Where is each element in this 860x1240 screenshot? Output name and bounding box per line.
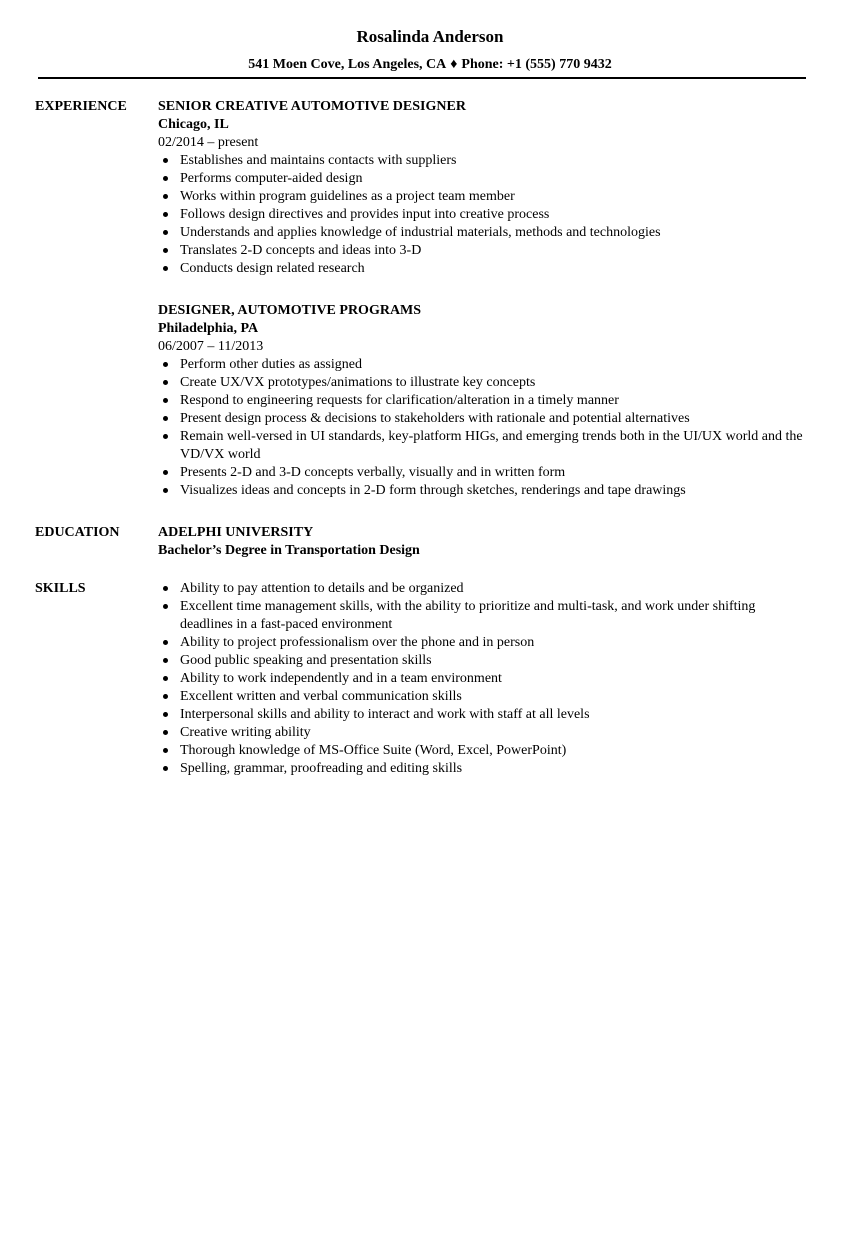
- list-item: Follows design directives and provides input into creative process: [158, 206, 808, 224]
- list-item: Excellent time management skills, with the ability to prioritize and multi-task, and work under shifting deadlines in a fast-paced environment: [158, 598, 808, 634]
- candidate-name: Rosalinda Anderson: [356, 27, 504, 46]
- job-bullets: [158, 152, 808, 278]
- list-item: Performs computer-aided design: [158, 170, 808, 188]
- job-location: Chicago, IL: [158, 117, 229, 132]
- school-name: ADELPHI UNIVERSITY: [158, 525, 314, 540]
- job-title: DESIGNER, AUTOMOTIVE PROGRAMS: [158, 303, 422, 318]
- diamond-separator-icon: ♦: [450, 57, 458, 72]
- degree: Bachelor’s Degree in Transportation Design: [158, 543, 420, 558]
- list-item: Presents 2-D and 3-D concepts verbally, visually and in written form: [158, 464, 808, 482]
- list-item: Translates 2-D concepts and ideas into 3-D: [158, 242, 808, 260]
- list-item: Understands and applies knowledge of industrial materials, methods and technologies: [158, 224, 808, 242]
- skills-list: [158, 580, 808, 778]
- education-heading: EDUCATION: [35, 525, 120, 540]
- list-item: Excellent written and verbal communication skills: [158, 688, 808, 706]
- list-item: Remain well-versed in UI standards, key-platform HIGs, and emerging trends both in the UI/UX world and the VD/VX world: [158, 428, 808, 464]
- job-title: SENIOR CREATIVE AUTOMOTIVE DESIGNER: [158, 99, 466, 114]
- job-location: Philadelphia, PA: [158, 321, 259, 336]
- list-item: Spelling, grammar, proofreading and editing skills: [158, 760, 808, 778]
- phone: Phone: +1 (555) 770 9432: [461, 57, 612, 72]
- list-item: Create UX/VX prototypes/animations to illustrate key concepts: [158, 374, 808, 392]
- list-item: Ability to project professionalism over the phone and in person: [158, 634, 808, 652]
- job-bullets: [158, 356, 808, 500]
- address: 541 Moen Cove, Los Angeles, CA: [248, 57, 447, 72]
- list-item: Works within program guidelines as a project team member: [158, 188, 808, 206]
- job-entry: [158, 302, 808, 500]
- header-divider: [38, 77, 806, 79]
- list-item: Respond to engineering requests for clarification/alteration in a timely manner: [158, 392, 808, 410]
- list-item: Thorough knowledge of MS-Office Suite (Word, Excel, PowerPoint): [158, 742, 808, 760]
- job-dates: 06/2007 – 11/2013: [158, 339, 264, 354]
- list-item: Visualizes ideas and concepts in 2-D form through sketches, renderings and tape drawings: [158, 482, 808, 500]
- list-item: Ability to pay attention to details and be organized: [158, 580, 808, 598]
- list-item: Conducts design related research: [158, 260, 808, 278]
- resume-header: [0, 26, 860, 74]
- list-item: Interpersonal skills and ability to interact and work with staff at all levels: [158, 706, 808, 724]
- list-item: Perform other duties as assigned: [158, 356, 808, 374]
- list-item: Ability to work independently and in a team environment: [158, 670, 808, 688]
- list-item: Good public speaking and presentation skills: [158, 652, 808, 670]
- skills-heading: SKILLS: [35, 581, 86, 596]
- list-item: Present design process & decisions to stakeholders with rationale and potential alternatives: [158, 410, 808, 428]
- job-entry: [158, 98, 808, 278]
- contact-line: [0, 56, 860, 74]
- list-item: Establishes and maintains contacts with suppliers: [158, 152, 808, 170]
- experience-heading: EXPERIENCE: [35, 99, 127, 114]
- job-dates: 02/2014 – present: [158, 135, 259, 150]
- list-item: Creative writing ability: [158, 724, 808, 742]
